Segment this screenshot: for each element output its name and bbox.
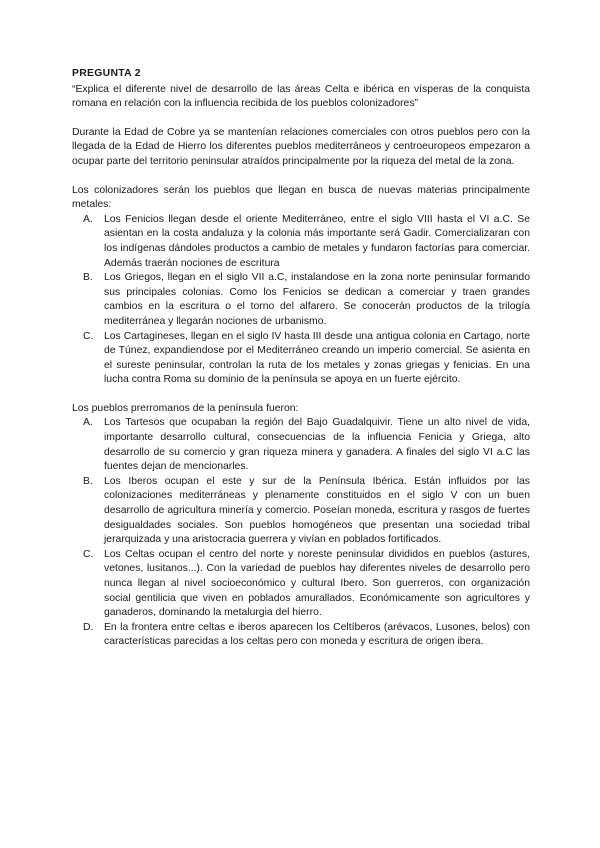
prerroman-list — [72, 416, 530, 650]
list-marker: C. — [83, 330, 94, 342]
colonizers-intro: Los colonizadores serán los pueblos que llegan en busca de nuevas materias principalmente metales: — [72, 184, 530, 211]
section-title: PREGUNTA 2 — [72, 68, 141, 79]
intro-paragraph: Durante la Edad de Cobre ya se mantenían relaciones comerciales con otros pueblos pero con la llegada de la Edad de Hierro los diferentes pueblos mediterráneos y centroeuropeos empezaron a ocupar parte del territorio peninsular atraídos principalmente por la riqueza del metal de la zona. — [72, 126, 530, 167]
list-item-text: Los Celtas ocupan el centro del norte y noreste peninsular divididos en pueblos (astures, vetones, lusitanos...). Con la variedad de pueblos hay diferentes niveles de desarrollo pero nunca llegan al nivel socioeconómico y cultural Ibero. Son guerreros, con organización social gentilicia que viven en poblados amurallados. Económicamente son agricultores y ganaderos, dominando la metalurgia del hierro. — [104, 548, 530, 619]
list-item — [83, 330, 530, 388]
prerroman-intro: Los pueblos prerromanos de la península fueron: — [72, 402, 299, 414]
list-item — [83, 475, 530, 548]
list-item — [83, 271, 530, 329]
list-item-text: Los Iberos ocupan el este y sur de la Península Ibérica. Están influidos por las colonizaciones mediterráneas y plenamente constituidos en el siglo V con un buen desarrollo de agricultura minería y comercio. Poseían moneda, escritura y rasgos de fuertes desigualdades sociales. Son pueblos homogéneos que presentan una sociedad tribal jerarquizada y una aristocracia guerrera y vivían en poblados fortificados. — [104, 475, 530, 546]
colonizers-list — [72, 213, 530, 388]
list-marker: D. — [83, 621, 94, 633]
list-item-text: Los Cartagineses, llegan en el siglo IV hasta III desde una antigua colonia en Cartago, norte de Túnez, expandiendose por el Mediterráneo creando un imperio comercial. Se asienta en el sureste peninsular, controlan la ruta de los metales y zonas griegas y fenicias. En una lucha contra Roma su dominio de la península se apoya en un fuerte ejército. — [104, 330, 530, 386]
question-text: “Explica el diferente nivel de desarrollo de las áreas Celta e ibérica en vísperas de la conquista romana en relación con la influencia recibida de los pueblos colonizadores” — [72, 83, 530, 110]
list-marker: A. — [83, 213, 93, 225]
list-item-text: En la frontera entre celtas e iberos aparecen los Celtíberos (arévacos, Lusones, belos) con características parecidas a los celtas pero con moneda y escritura de origen ibera. — [104, 621, 530, 648]
list-item-text: Los Fenicios llegan desde el oriente Mediterráneo, entre el siglo VIII hasta el VI a.C. Se asientan en la costa andaluza y la colonia más importante será Gadir. Comercializaran con los indígenas dándoles productos a cambio de metales y fundaron factorías para comerciar. Además traerán nociones de escritura — [104, 213, 530, 269]
list-item — [83, 213, 530, 271]
list-item — [83, 416, 530, 474]
list-marker: C. — [83, 548, 94, 560]
list-item — [83, 548, 530, 621]
list-item-text: Los Griegos, llegan en el siglo VII a.C, instalandose en la zona norte peninsular formando sus principales colonias. Como los Fenicios se dedican a comerciar y traen grandes cambios en la escritura o el torno del alfarero. Se conocerán productos de la trilogía mediterránea y llegarán nociones de urbanismo. — [104, 272, 530, 327]
list-item-text: Los Tartesos que ocupaban la región del Bajo Guadalquivir. Tiene un alto nivel de vida, importante desarrollo cultural, consecuencias de la influencia Fenicia y Griega, alto desarrollo de su comercio y gran riqueza minera y ganadera. A finales del siglo VI a.C las fuentes dejan de mencionarles. — [104, 417, 530, 473]
list-marker: A. — [83, 417, 93, 429]
list-marker: B. — [83, 475, 93, 487]
list-marker: B. — [83, 272, 93, 284]
list-item — [83, 621, 530, 650]
